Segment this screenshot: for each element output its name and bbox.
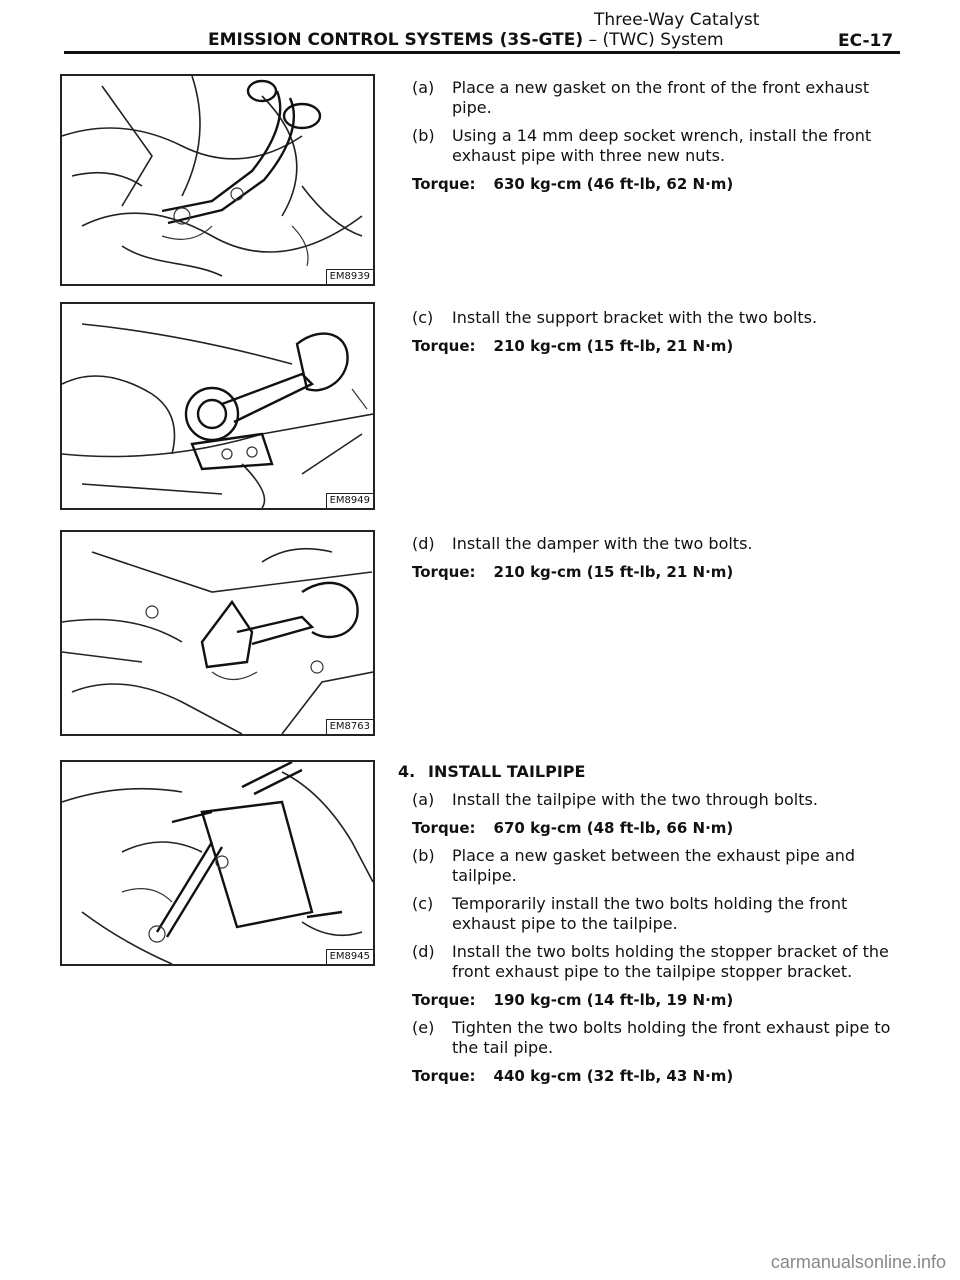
torque-spec: [412, 818, 902, 838]
item-label: (e): [412, 1018, 435, 1037]
step-title: INSTALL TAILPIPE: [428, 762, 586, 781]
torque-value: 630 kg-cm (46 ft-lb, 62 N·m): [493, 175, 734, 193]
item-label: (a): [412, 78, 435, 97]
item-text: Install the support bracket with the two bolts.: [452, 308, 818, 327]
section-title: Three-Way Catalyst: [594, 10, 760, 30]
torque-spec: [412, 1066, 902, 1086]
item-label: (c): [412, 308, 434, 327]
torque-value: 210 kg-cm (15 ft-lb, 21 N·m): [493, 563, 734, 581]
title-dash: –: [588, 30, 598, 50]
item-text: Temporarily install the two bolts holding the front exhaust pipe to the tailpipe.: [452, 894, 848, 933]
torque-spec: [412, 174, 902, 194]
torque-value: 440 kg-cm (32 ft-lb, 43 N·m): [493, 1067, 734, 1085]
torque-value: 190 kg-cm (14 ft-lb, 19 N·m): [493, 991, 734, 1009]
figure-code: EM8939: [326, 269, 373, 284]
subsystem-title: (TWC) System: [602, 30, 724, 50]
text-block-tailpipe: [412, 790, 902, 1094]
item-text: Place a new gasket between the exhaust pipe and tailpipe.: [452, 846, 856, 885]
torque-label: Torque:: [412, 563, 476, 581]
exhaust-pipe-illustration-icon: [62, 76, 373, 284]
figure-2: [60, 302, 375, 510]
item-text: Install the two bolts holding the stopper bracket of the front exhaust pipe to the tailpipe stopper bracket.: [452, 942, 889, 981]
instruction-item: [412, 790, 902, 810]
torque-label: Torque:: [412, 991, 476, 1009]
item-text: Place a new gasket on the front of the front exhaust pipe.: [452, 78, 870, 117]
torque-spec: [412, 562, 902, 582]
figure-4: [60, 760, 375, 966]
item-text: Install the damper with the two bolts.: [452, 534, 753, 553]
figure-3: [60, 530, 375, 736]
item-text: Install the tailpipe with the two through bolts.: [452, 790, 818, 809]
figure-code: EM8945: [326, 949, 373, 964]
torque-value: 670 kg-cm (48 ft-lb, 66 N·m): [493, 819, 734, 837]
instruction-item: [412, 846, 902, 886]
figure-code: EM8949: [326, 493, 373, 508]
torque-label: Torque:: [412, 819, 476, 837]
torque-spec: [412, 336, 902, 356]
figure-code: EM8763: [326, 719, 373, 734]
item-label: (b): [412, 126, 435, 145]
page-number: EC-17: [838, 31, 894, 51]
instruction-item: [412, 126, 902, 166]
instruction-item: [412, 534, 902, 554]
item-text: Tighten the two bolts holding the front exhaust pipe to the tail pipe.: [452, 1018, 891, 1057]
damper-bracket-illustration-icon: [62, 532, 373, 734]
instruction-item: [412, 308, 902, 328]
torque-value: 210 kg-cm (15 ft-lb, 21 N·m): [493, 337, 734, 355]
support-bracket-wrench-illustration-icon: [62, 304, 373, 508]
torque-label: Torque:: [412, 1067, 476, 1085]
figure-1: [60, 74, 375, 286]
torque-label: Torque:: [412, 175, 476, 193]
instruction-item: [412, 1018, 902, 1058]
instruction-item: [412, 78, 902, 118]
instruction-item: [412, 894, 902, 934]
step-number: 4.: [398, 762, 416, 781]
text-block-support-bracket: [412, 308, 902, 364]
header-divider: [64, 51, 900, 54]
watermark: carmanualsonline.info: [770, 1252, 946, 1272]
item-label: (a): [412, 790, 435, 809]
instruction-item: [412, 942, 902, 982]
item-text: Using a 14 mm deep socket wrench, install the front exhaust pipe with three new nuts.: [452, 126, 872, 165]
text-block-front-exhaust: [412, 78, 902, 202]
torque-label: Torque:: [412, 337, 476, 355]
torque-spec: [412, 990, 902, 1010]
item-label: (d): [412, 942, 435, 961]
step-heading: [398, 762, 585, 782]
system-title: EMISSION CONTROL SYSTEMS (3S-GTE): [208, 30, 584, 50]
item-label: (b): [412, 846, 435, 865]
item-label: (c): [412, 894, 434, 913]
page-heading: [208, 29, 724, 51]
item-label: (d): [412, 534, 435, 553]
tailpipe-muffler-illustration-icon: [62, 762, 373, 964]
text-block-damper: [412, 534, 902, 590]
